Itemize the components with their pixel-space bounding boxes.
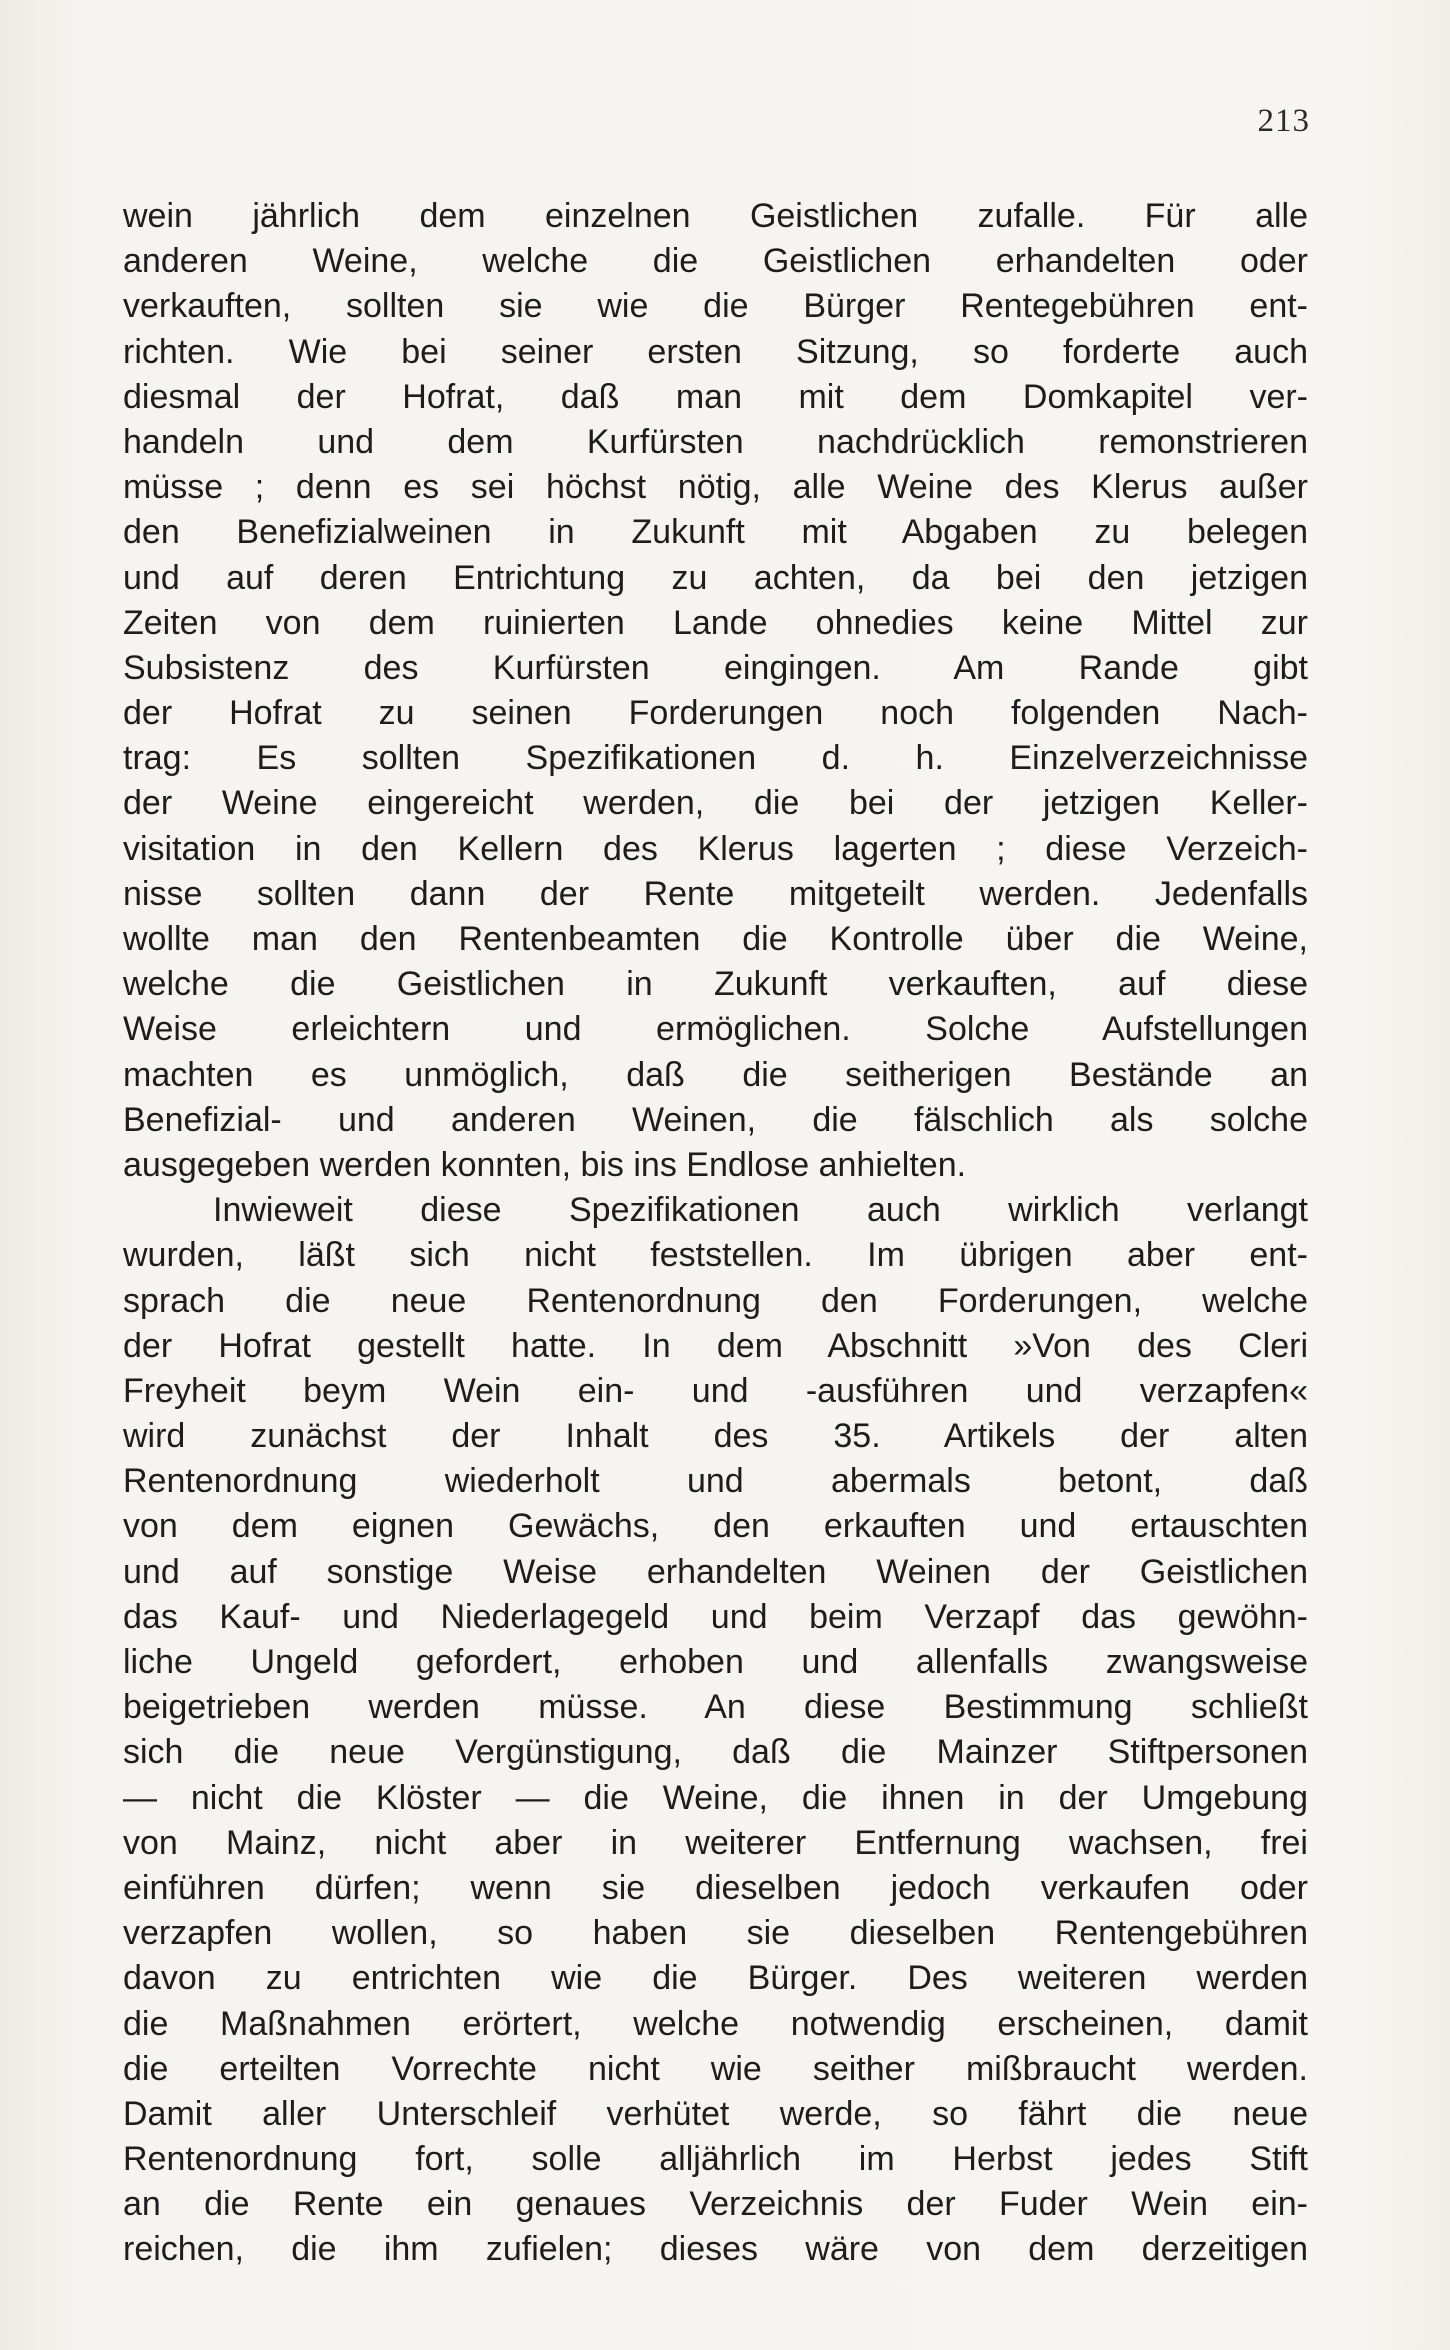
text-line: die erteilten Vorrechte nicht wie seither mißbraucht werden.: [123, 2049, 1308, 2088]
text-line: einführen dürfen; wenn sie dieselben jedoch verkaufen oder: [123, 1868, 1308, 1907]
page-number: 213: [1257, 103, 1310, 139]
text-line: das Kauf- und Niederlagegeld und beim Verzapf das gewöhn-: [123, 1597, 1308, 1636]
text-line: der Hofrat gestellt hatte. In dem Abschnitt »Von des Cleri: [123, 1326, 1308, 1365]
text-line: nisse sollten dann der Rente mitgeteilt werden. Jedenfalls: [123, 874, 1308, 913]
text-line: die Maßnahmen erörtert, welche notwendig erscheinen, damit: [123, 2004, 1308, 2043]
text-line: liche Ungeld gefordert, erhoben und allenfalls zwangsweise: [123, 1643, 1308, 1681]
text-line: Benefizial- und anderen Weinen, die fälschlich als solche: [123, 1100, 1308, 1139]
text-line: wurden, läßt sich nicht feststellen. Im übrigen aber ent-: [123, 1236, 1308, 1275]
text-line: den Benefizialweinen in Zukunft mit Abgaben zu belegen: [123, 513, 1308, 552]
text-line: wein jährlich dem einzelnen Geistlichen zufalle. Für alle: [123, 197, 1308, 235]
text-line: Weise erleichtern und ermöglichen. Solche Aufstellungen: [123, 1010, 1308, 1049]
text-line: Subsistenz des Kurfürsten eingingen. Am Rande gibt: [123, 648, 1308, 687]
text-line: visitation in den Kellern des Klerus lagerten ; diese Verzeich-: [123, 829, 1308, 868]
text-line: der Weine eingereicht werden, die bei der jetzigen Keller-: [123, 784, 1308, 823]
text-line: welche die Geistlichen in Zukunft verkauften, auf diese: [123, 965, 1308, 1004]
text-line: diesmal der Hofrat, daß man mit dem Domkapitel ver-: [123, 377, 1308, 416]
text-line: Rentenordnung fort, solle alljährlich im Herbst jedes Stift: [123, 2140, 1308, 2179]
text-line: sprach die neue Rentenordnung den Forderungen, welche: [123, 1281, 1308, 1320]
text-line: — nicht die Klöster — die Weine, die ihnen in der Umgebung: [123, 1778, 1308, 1817]
text-line: verkauften, sollten sie wie die Bürger Rentegebühren ent-: [123, 287, 1308, 326]
text-line: richten. Wie bei seiner ersten Sitzung, so forderte auch: [123, 332, 1308, 371]
text-line: handeln und dem Kurfürsten nachdrücklich remonstrieren: [123, 422, 1308, 461]
text-line: sich die neue Vergünstigung, daß die Mainzer Stiftpersonen: [123, 1733, 1308, 1772]
text-line: von Mainz, nicht aber in weiterer Entfernung wachsen, frei: [123, 1823, 1308, 1862]
text-line: von dem eignen Gewächs, den erkauften und ertauschten: [123, 1507, 1308, 1546]
text-line: davon zu entrichten wie die Bürger. Des weiteren werden: [123, 1959, 1308, 1998]
body-text: [123, 194, 1308, 2273]
text-line: und auf sonstige Weise erhandelten Weinen der Geistlichen: [123, 1552, 1308, 1591]
text-line: Freyheit beym Wein ein- und -ausführen und verzapfen«: [123, 1371, 1308, 1410]
text-line: machten es unmöglich, daß die seitherigen Bestände an: [123, 1055, 1308, 1094]
text-line: Zeiten von dem ruinierten Lande ohnedies keine Mittel zur: [123, 603, 1308, 642]
text-line: Damit aller Unterschleif verhütet werde, so fährt die neue: [123, 2094, 1308, 2133]
text-line: müsse ; denn es sei höchst nötig, alle Weine des Klerus außer: [123, 468, 1308, 507]
text-line: ausgegeben werden konnten, bis ins Endlose anhielten.: [123, 1145, 967, 1184]
text-line: Rentenordnung wiederholt und abermals betont, daß: [123, 1462, 1308, 1501]
text-line: wird zunächst der Inhalt des 35. Artikels der alten: [123, 1417, 1308, 1456]
text-line: Inwieweit diese Spezifikationen auch wirklich verlangt: [213, 1191, 1308, 1230]
text-line: verzapfen wollen, so haben sie dieselben Rentengebühren: [123, 1914, 1308, 1953]
text-line: wollte man den Rentenbeamten die Kontrolle über die Weine,: [123, 920, 1308, 958]
text-line: der Hofrat zu seinen Forderungen noch folgenden Nach-: [123, 694, 1308, 733]
text-line: reichen, die ihm zufielen; dieses wäre von dem derzeitigen: [123, 2230, 1308, 2269]
text-line: beigetrieben werden müsse. An diese Bestimmung schließt: [123, 1688, 1308, 1727]
text-line: anderen Weine, welche die Geistlichen erhandelten oder: [123, 242, 1308, 281]
text-line: trag: Es sollten Spezifikationen d. h. Einzelverzeichnisse: [123, 739, 1308, 778]
text-line: und auf deren Entrichtung zu achten, da bei den jetzigen: [123, 558, 1308, 597]
text-line: an die Rente ein genaues Verzeichnis der Fuder Wein ein-: [123, 2185, 1308, 2224]
